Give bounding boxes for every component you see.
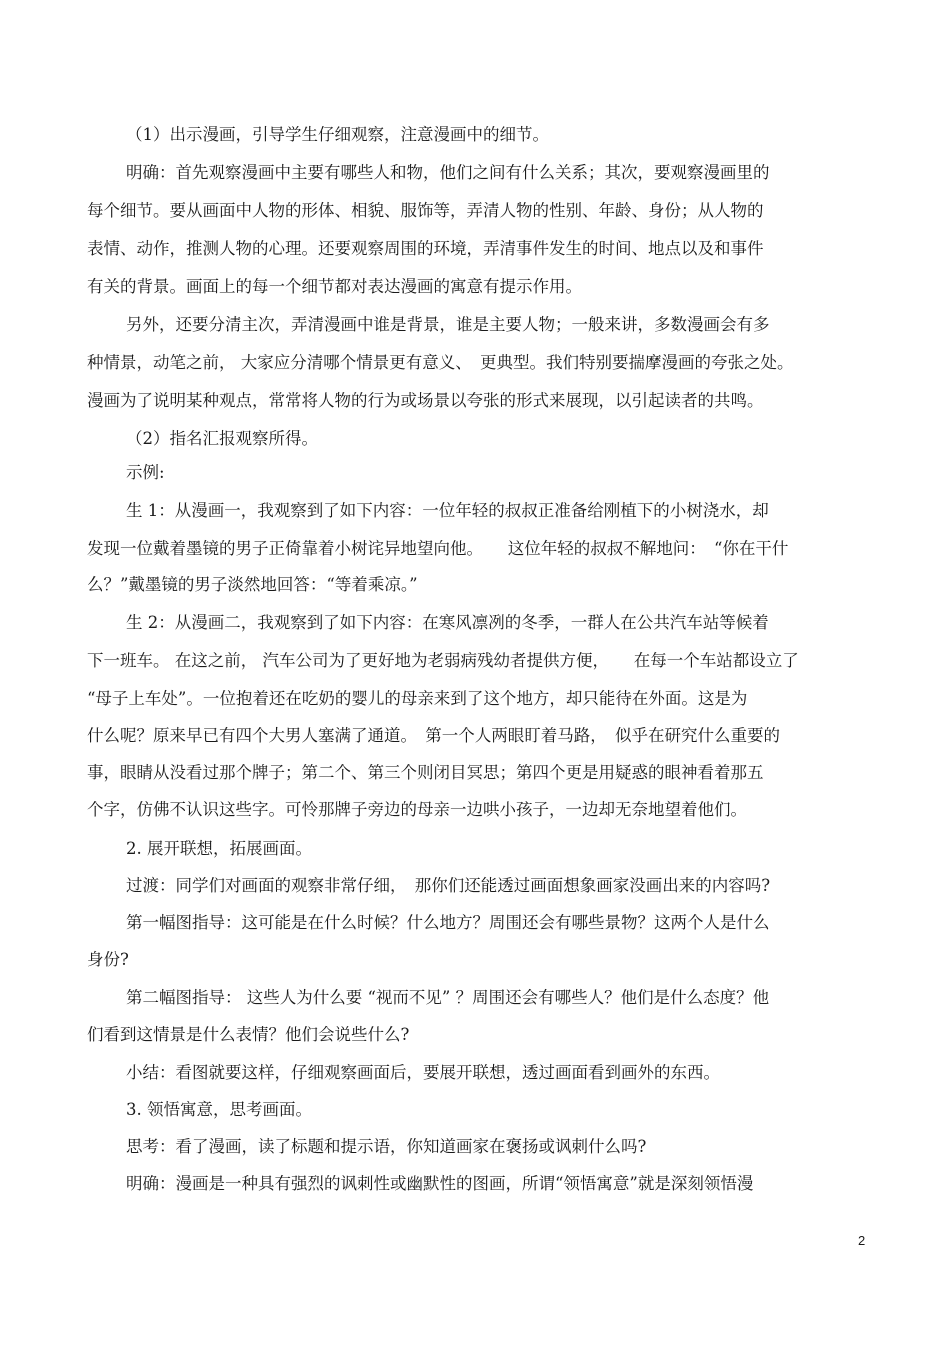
- text-line: 第一幅图指导：这可能是在什么时候？什么地方？周围还会有哪些景物？这两个人是什么: [126, 913, 770, 932]
- text-line: 么？”戴墨镜的男子淡然地回答：“等着乘凉。”: [87, 575, 418, 594]
- text-line: 有关的背景。画面上的每一个细节都对表达漫画的寓意有提示作用。: [87, 277, 582, 296]
- text-line: （1）出示漫画，引导学生仔细观察，注意漫画中的细节。: [126, 125, 549, 144]
- text-line: 们看到这情景是什么表情？他们会说些什么?: [87, 1025, 410, 1044]
- text-line: 每个细节。要从画面中人物的形体、相貌、服饰等，弄清人物的性别、年龄、身份；从人物的: [87, 201, 764, 220]
- text-line: 2. 展开联想，拓展画面。: [126, 839, 312, 858]
- text-line: 漫画为了说明某种观点，常常将人物的行为或场景以夸张的形式来展现，以引起读者的共鸣。: [87, 391, 764, 410]
- text-line: 事，眼睛从没看过那个牌子；第二个、第三个则闭目冥思；第四个更是用疑惑的眼神看着那五: [87, 763, 764, 782]
- text-line: 明确：首先观察漫画中主要有哪些人和物，他们之间有什么关系；其次，要观察漫画里的: [126, 163, 770, 182]
- text-line: 发现一位戴着墨镜的男子正倚靠着小树诧异地望向他。 这位年轻的叔叔不解地问： “你在干什: [87, 539, 789, 558]
- text-line: 第二幅图指导： 这些人为什么要 “视而不见” ？周围还会有哪些人？他们是什么态度？他: [126, 988, 770, 1007]
- text-line: 生 1：从漫画一，我观察到了如下内容：一位年轻的叔叔正准备给刚植下的小树浇水，却: [126, 501, 769, 520]
- text-line: 3. 领悟寓意，思考画面。: [126, 1100, 312, 1119]
- text-line: 另外，还要分清主次，弄清漫画中谁是背景，谁是主要人物；一般来讲，多数漫画会有多: [126, 315, 770, 334]
- text-line: （2）指名汇报观察所得。: [126, 429, 318, 448]
- text-line: 过渡：同学们对画面的观察非常仔细， 那你们还能透过画面想象画家没画出来的内容吗?: [126, 876, 771, 895]
- text-line: 身份?: [87, 950, 129, 969]
- text-line: 下一班车。 在这之前， 汽车公司为了更好地为老弱病残幼者提供方便， 在每一个车站都设立了: [87, 651, 799, 670]
- text-line: 明确：漫画是一种具有强烈的讽刺性或幽默性的图画，所谓“领悟寓意”就是深刻领悟漫: [126, 1174, 754, 1193]
- text-line: 生 2：从漫画二，我观察到了如下内容：在寒风凛冽的冬季，一群人在公共汽车站等候着: [126, 613, 769, 632]
- text-line: “母子上车处”。一位抱着还在吃奶的婴儿的母亲来到了这个地方，却只能待在外面。这是为: [87, 689, 748, 708]
- text-line: 表情、动作，推测人物的心理。还要观察周围的环境，弄清事件发生的时间、地点以及和事件: [87, 239, 764, 258]
- text-line: 个字，仿佛不认识这些字。可怜那牌子旁边的母亲一边哄小孩子，一边却无奈地望着他们。: [87, 800, 747, 819]
- text-line: 思考：看了漫画，读了标题和提示语，你知道画家在褒扬或讽刺什么吗?: [126, 1137, 647, 1156]
- text-line: 示例:: [126, 463, 165, 482]
- page-number: 2: [858, 1233, 866, 1248]
- text-line: 什么呢？原来早已有四个大男人塞满了通道。 第一个人两眼盯着马路， 似乎在研究什么重要的: [87, 726, 780, 745]
- text-line: 种情景，动笔之前， 大家应分清哪个情景更有意义、 更典型。我们特别要揣摩漫画的夸张之处。: [87, 353, 794, 372]
- text-line: 小结：看图就要这样，仔细观察画面后，要展开联想，透过画面看到画外的东西。: [126, 1063, 720, 1082]
